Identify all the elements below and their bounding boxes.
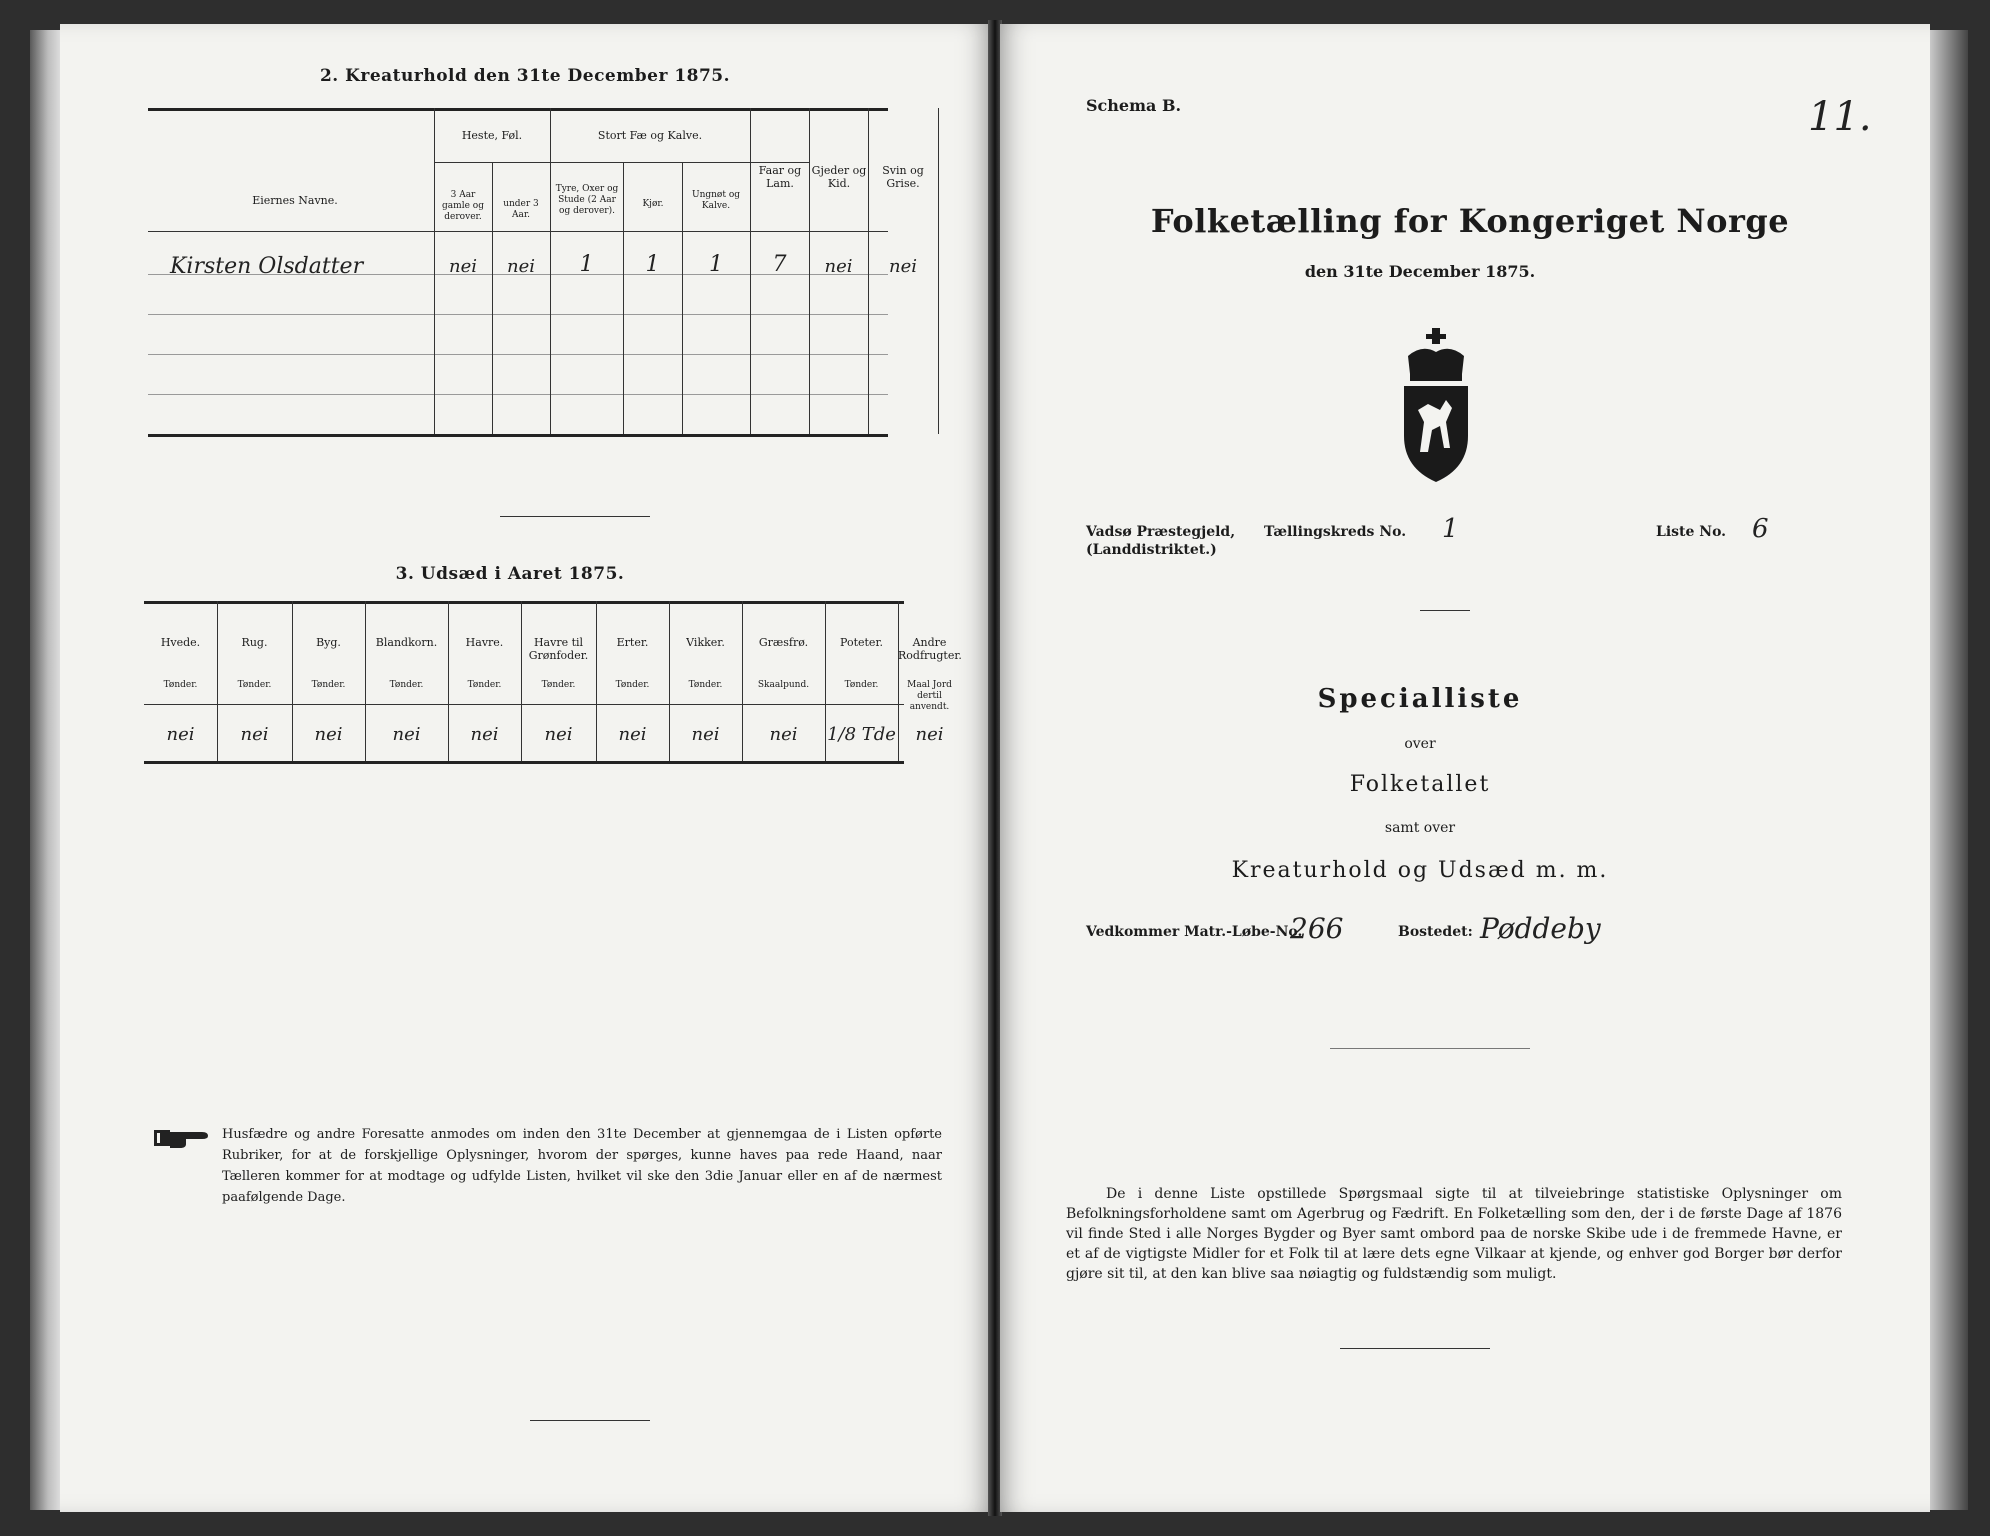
main-title: Folketælling for Kongeriget Norge [1150,202,1790,240]
table3-value: nei [240,724,269,745]
table3-header-name: Blandkorn. [375,636,438,649]
table3-header-unit: Tønder. [237,680,272,690]
divider [530,1420,650,1421]
table3-value: nei [392,724,421,745]
notice-text: Husfædre og andre Foresatte anmodes om inden den 31te December at gjennemgaa de i Listen opførte Rubriker, for at de forskjellige Oplysninger, hvorom der spørges, kunne haves paa rede Haand, naar Tælleren kommer for at modtage og udfylde Listen, hvilket vil ske den 3die Januar eller en af de nærmest paafølgende Dage. [222,1127,942,1205]
owner-name: Kirsten Olsdatter [170,254,364,279]
col-svin-header: Svin og Grise. [882,164,924,190]
table3-header-name: Hvede. [160,636,201,649]
right-page [1000,24,1930,1512]
bosted-label: Bostedet: [1398,924,1473,940]
table3-header-unit: Tønder. [163,680,198,690]
liste-value: 6 [1752,514,1769,544]
table3-header-unit: Tønder. [541,680,576,690]
svin-value: nei [888,256,917,277]
heste-under3-value: nei [506,256,535,277]
col-ungnot-header: Ungnøt og Kalve. [691,190,740,211]
coat-of-arms-icon [1388,326,1484,486]
divider [500,516,650,517]
over-text: over [1404,736,1436,752]
info-paragraph: De i denne Liste opstillede Spørgsmaal sigte til at tilveiebringe statistiske Oplysninger om Befolkningsforholdene samt om Agerbrug og Fædrift. En Folketælling som den, der i de første Dage af 1876 vil finde Sted i alle Norges Bygder og Byer samt ombord paa de norske Skibe ude i de fremmede Havne, er et af de vigtigste Midler for et Folk til at lære dets egne Vilkaar at kjende, og enhver god Borger bør derfor gjøre sit til, at den kan blive saa nøiagtig og fuldstændig som muligt. [1066,1186,1842,1282]
table3-header-unit: Tønder. [467,680,502,690]
subtitle: den 31te December 1875. [1304,262,1536,281]
col-under3-header: under 3 Aar. [503,199,539,220]
heste-3aar-value: nei [448,256,477,277]
specialliste-title: Specialliste [1317,684,1523,714]
col-kjor-header: Kjør. [642,199,664,209]
matr-value: 266 [1290,912,1344,945]
table3-header-name: Andre Rodfrugter. [898,636,962,662]
schema-label: Schema B. [1086,96,1182,115]
col-tyre-header: Tyre, Oxer og Stude (2 Aar og derover). [555,184,619,216]
book-edge-right [1928,30,1968,1510]
table3-header-name: Havre. [465,636,504,649]
table3-header-unit: Tønder. [311,680,346,690]
table3-header-name: Vikker. [686,636,725,649]
gjeder-value: nei [824,256,853,277]
table3-header-unit: Tønder. [844,680,879,690]
faar-value: 7 [772,252,787,277]
kreds-value: 1 [1442,514,1459,544]
table3-header-unit: Skaalpund. [757,680,810,690]
divider [1330,1048,1530,1049]
liste-label: Liste No. [1656,524,1727,540]
folketallet-text: Folketallet [1349,772,1491,797]
page-number: 11. [1808,94,1872,140]
kjor-value: 1 [645,252,660,277]
table3-value: nei [314,724,343,745]
col-3aar-header: 3 Aar gamle og derover. [442,190,484,222]
prestegjeld: Vadsø Præstegjeld, [1086,524,1236,540]
table3-value: nei [544,724,573,745]
table3-header-unit: Maal Jord dertil anvendt. [907,680,952,712]
table3-header-name: Erter. [616,636,649,649]
section2-title: 2. Kreaturhold den 31te December 1875. [319,66,731,86]
left-page [60,24,990,1512]
owner-header: Eiernes Navne. [252,194,338,207]
pointing-hand-icon [152,1124,212,1152]
tyre-value: 1 [579,252,594,277]
divider [1420,610,1470,611]
heste-group-header: Heste, Føl. [461,129,523,142]
table3-header-name: Rug. [241,636,268,649]
table3-header-name: Græsfrø. [758,636,809,649]
col-faar-header: Faar og Lam. [758,164,802,190]
table3-value: nei [691,724,720,745]
table3-value: nei [618,724,647,745]
table3-value: nei [470,724,499,745]
kreds-label: Tællingskreds No. [1264,524,1407,540]
landdistrikt: (Landdistriktet.) [1086,542,1217,558]
table3-header-name: Havre til Grønfoder. [528,636,589,662]
kreaturhold-text: Kreaturhold og Udsæd m. m. [1231,858,1609,883]
matr-label: Vedkommer Matr.-Løbe-No. [1086,924,1303,940]
table3-header-unit: Tønder. [615,680,650,690]
table3-header-name: Poteter. [840,636,883,649]
ungnot-value: 1 [709,252,723,277]
col-gjeder-header: Gjeder og Kid. [811,164,867,190]
book-edge-left [30,30,60,1510]
table3-value: nei [166,724,195,745]
table3-value: 1/8 Tde [827,724,896,745]
bosted-value: Pøddeby [1480,912,1601,945]
table3-value: nei [769,724,798,745]
section3-title: 3. Udsæd i Aaret 1875. [395,564,625,584]
table3-header-name: Byg. [316,636,341,649]
table3-value: nei [915,724,944,745]
divider [1340,1348,1490,1349]
stortfae-group-header: Stort Fæ og Kalve. [597,129,703,142]
table3-header-unit: Tønder. [389,680,424,690]
table3-header-unit: Tønder. [688,680,723,690]
samt-over-text: samt over [1384,820,1456,836]
